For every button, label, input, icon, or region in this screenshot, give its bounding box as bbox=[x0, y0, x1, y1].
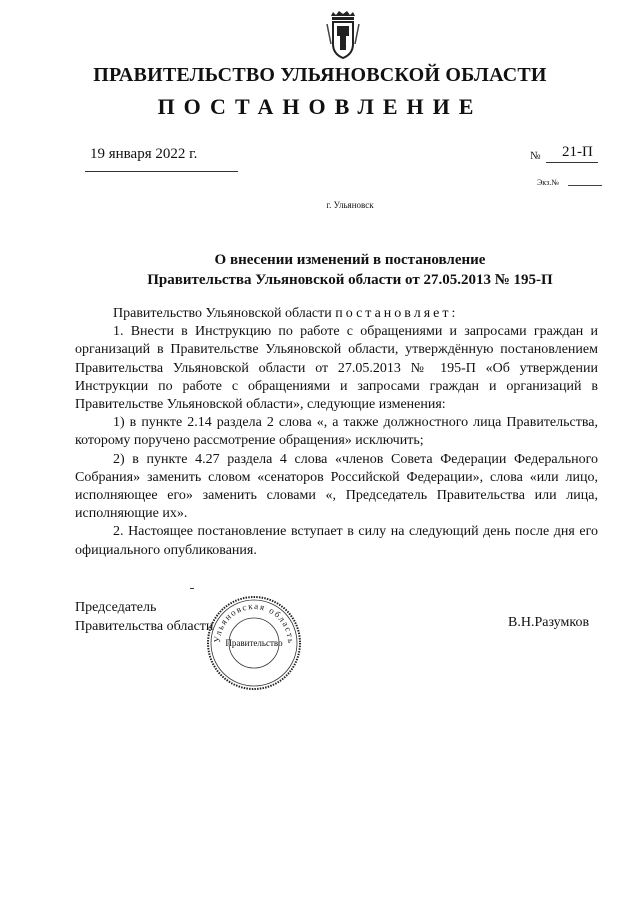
signatory-position bbox=[75, 598, 213, 636]
coat-of-arms-emblem bbox=[325, 10, 361, 60]
document-date: 19 января 2022 г. bbox=[90, 146, 198, 162]
signatory-position-line-2: Правительства области bbox=[75, 619, 214, 634]
stamp-center-text: Правительство bbox=[225, 638, 283, 648]
copy-number-label: Экз.№ bbox=[537, 178, 559, 187]
government-title: ПРАВИТЕЛЬСТВО УЛЬЯНОВСКОЙ ОБЛАСТИ bbox=[93, 64, 547, 86]
document-number: 21-П bbox=[562, 144, 593, 160]
body-item-2: 2. Настоящее постановление вступает в силу на следующий день после дня его официального опубликования. bbox=[75, 524, 598, 558]
copy-number-underline bbox=[568, 185, 602, 186]
city: г. Ульяновск bbox=[326, 200, 374, 210]
subject-line-2: Правительства Ульяновской области от 27.05.2013 № 195-П bbox=[147, 272, 553, 288]
body-intro: Правительство Ульяновской области постановляет: bbox=[113, 306, 456, 321]
document-subject bbox=[70, 250, 630, 290]
signatory-position-line-1: Председатель bbox=[75, 600, 157, 615]
document-type: ПОСТАНОВЛЕНИЕ bbox=[157, 94, 483, 119]
document-body bbox=[75, 305, 598, 560]
number-underline bbox=[546, 162, 598, 163]
body-item-1-1: 1) в пункте 2.14 раздела 2 слова «, а также должностного лица Правительства, которому поручено рассмотрение обращения» исключить; bbox=[75, 415, 598, 449]
body-item-1: 1. Внести в Инструкцию по работе с обращениями и запросами граждан и организаций в Правительстве Ульяновской области, утверждённую постановлением Правительства Ульяновской области от 27.05.2013 № 195-П «Об утверждении Инструкции по работе с обращениями и запросами граждан и организаций в Правительстве Ульяновской области», следующие изменения: bbox=[75, 324, 598, 413]
signature-mark bbox=[190, 588, 194, 589]
signatory-name: В.Н.Разумков bbox=[508, 615, 590, 630]
official-stamp bbox=[206, 595, 302, 691]
stamp-ring-text: Ульяновская область bbox=[211, 600, 297, 645]
date-underline bbox=[85, 171, 238, 172]
number-label: № bbox=[530, 150, 541, 162]
subject-line-1: О внесении изменений в постановление bbox=[214, 252, 486, 268]
body-item-1-2: 2) в пункте 4.27 раздела 4 слова «членов Совета Федерации Федерального Собрания» заменить словом «сенаторов Российской Федерации», слова «или лицо, исполняющее его» заменить словами «, Председатель Правительства или лица, исполняющие их». bbox=[75, 451, 598, 522]
